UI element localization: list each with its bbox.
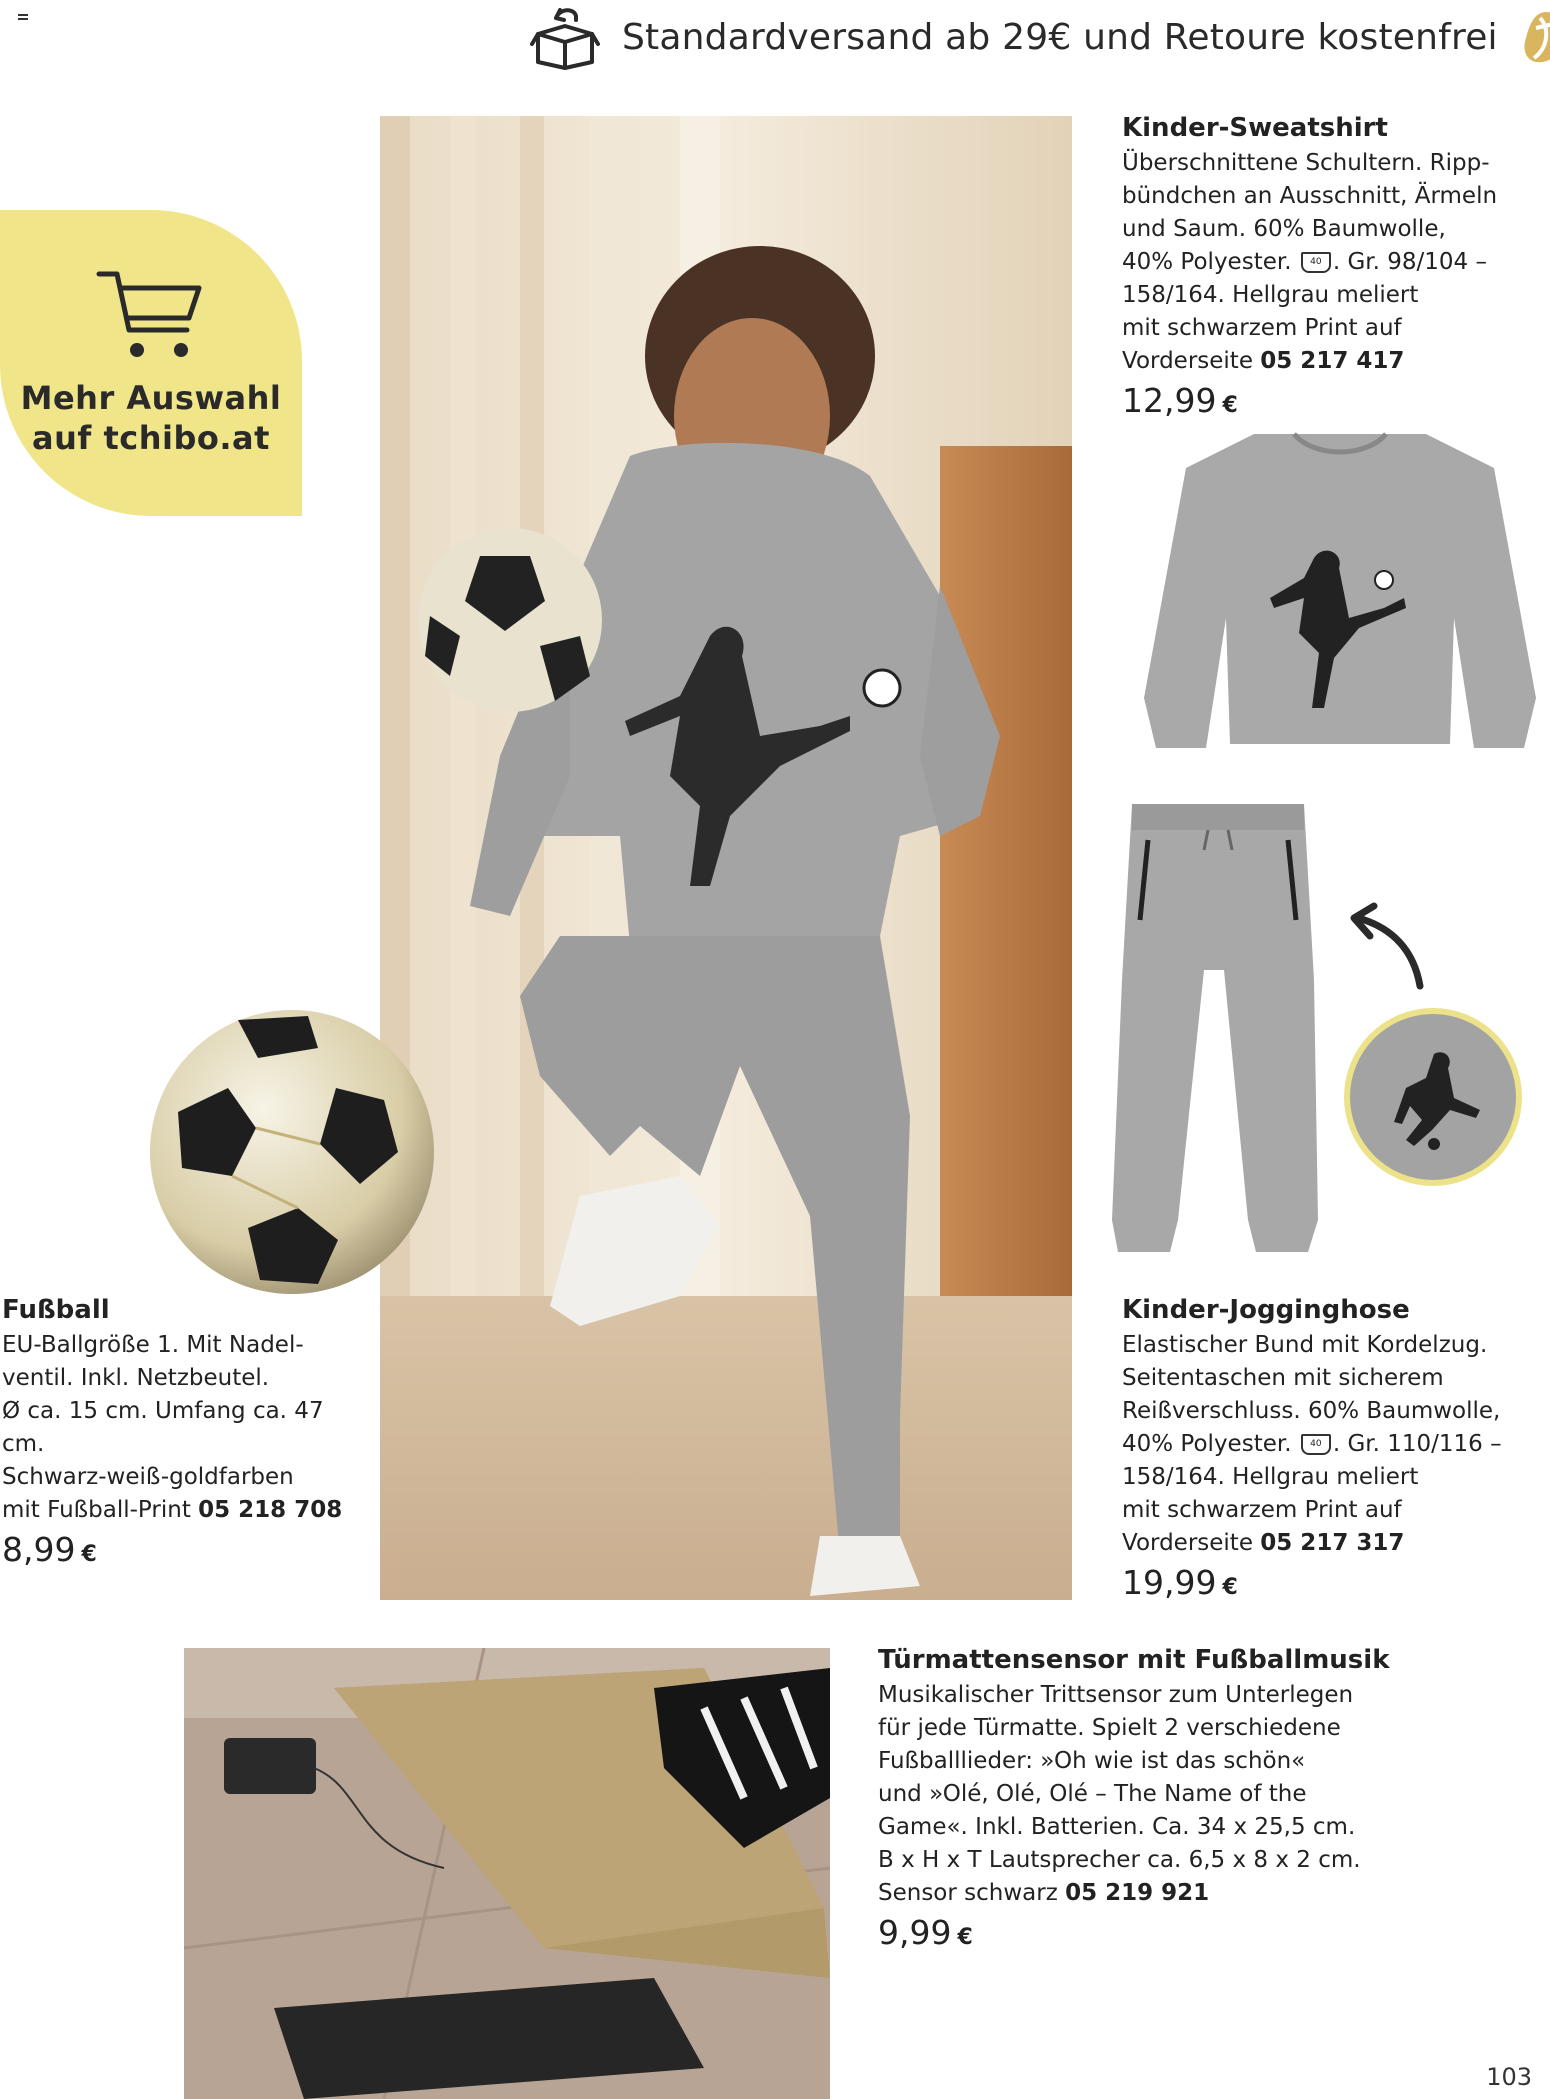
joggers-photo [1108, 800, 1328, 1256]
product-price: 19,99 € [1122, 1563, 1238, 1602]
wash-40-icon: 40 [1301, 1434, 1331, 1455]
product-tuermatte [878, 1644, 1398, 1954]
product-description: Musikalischer Trittsensor zum Unterlegen für jede Türmatte. Spielt 2 verschiedene Fußballlieder: »Oh wie ist das schön« und »Olé, Olé, Olé – The Name of the Game«. Inkl. Batterien. Ca. 34 x 25,5 cm. B x H x T Lautsprecher ca. 6,5 x 8 x 2 cm. Sensor schwarz [878, 1682, 1361, 1906]
product-price: 9,99 € [878, 1913, 973, 1952]
product-fussball [2, 1294, 372, 1571]
shopping-cart-icon [95, 268, 207, 364]
product-sweatshirt [1122, 112, 1542, 422]
article-number: 05 217 417 [1260, 348, 1405, 374]
product-price: 8,99 € [2, 1530, 97, 1569]
wash-40-icon: 40 [1301, 252, 1331, 273]
currency: € [81, 1542, 97, 1567]
sweatshirt-photo [1144, 428, 1536, 766]
tchibo-bean-logo [1520, 8, 1550, 66]
product-description-cont: . Gr. 98/104 – 158/164. Hellgrau meliert mit schwarzem Print auf Vorderseite [1122, 249, 1487, 374]
product-description: EU-Ballgröße 1. Mit Nadel- ventil. Inkl. Netzbeutel. Ø ca. 15 cm. Umfang ca. 47 cm. Schwarz-weiß-goldfarben mit Fußball-Print [2, 1332, 324, 1523]
pointer-arrow [1344, 902, 1428, 992]
article-number: 05 218 708 [198, 1497, 343, 1523]
hero-photo [380, 116, 1072, 1600]
shipping-banner [530, 0, 1550, 74]
article-number: 05 217 317 [1260, 1530, 1405, 1556]
shipping-text: Standardversand ab 29€ und Retoure kostenfrei [622, 16, 1498, 58]
page-number: 103 [1486, 2063, 1532, 2091]
menu-icon[interactable] [18, 14, 28, 24]
currency: € [957, 1925, 973, 1950]
product-name: Kinder-Sweatshirt [1122, 113, 1388, 143]
product-description-cont: . Gr. 110/116 – 158/164. Hellgrau meliert mit schwarzem Print auf Vorderseite [1122, 1431, 1502, 1556]
article-number: 05 219 921 [1065, 1880, 1210, 1906]
product-description: Elastischer Bund mit Kordelzug. Seitentaschen mit sicherem Reißverschluss. 60% Baumwolle, 40% Polyester. [1122, 1332, 1501, 1457]
print-detail-circle [1344, 1008, 1522, 1186]
more-choice-badge[interactable] [0, 210, 302, 516]
product-name: Türmattensensor mit Fußballmusik [878, 1645, 1390, 1675]
product-description: Überschnittene Schultern. Ripp- bündchen an Ausschnitt, Ärmeln und Saum. 60% Baumwolle, 40% Polyester. [1122, 150, 1498, 275]
product-name: Kinder-Jogginghose [1122, 1295, 1410, 1325]
doormat-photo [184, 1648, 830, 2099]
badge-line-2: auf tchibo.at [32, 419, 270, 457]
currency: € [1222, 1575, 1238, 1600]
product-name: Fußball [2, 1295, 110, 1325]
package-return-icon [530, 4, 600, 70]
badge-line-1: Mehr Auswahl [20, 379, 282, 417]
currency: € [1222, 393, 1238, 418]
product-price: 12,99 € [1122, 381, 1238, 420]
football-photo [148, 1008, 436, 1296]
product-jogginghose [1122, 1294, 1542, 1604]
